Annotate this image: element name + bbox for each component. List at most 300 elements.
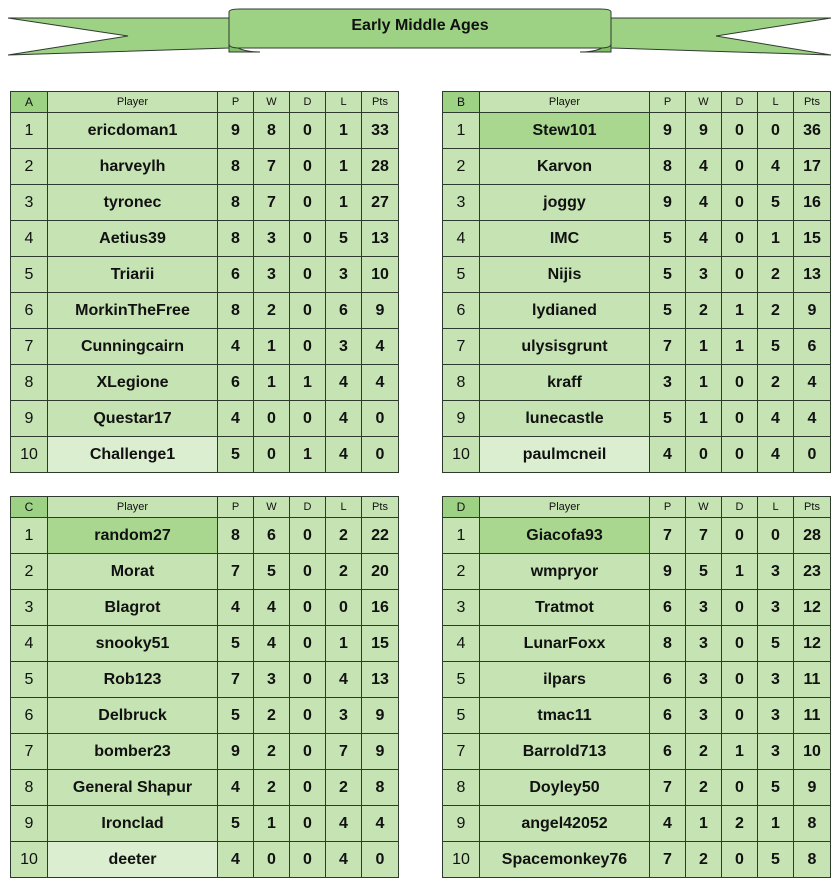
won-column-header: W	[254, 497, 290, 518]
rank-cell: 8	[443, 365, 480, 401]
table-row	[443, 662, 831, 698]
points-cell: 0	[794, 437, 831, 473]
player-name-cell: IMC	[480, 221, 650, 257]
lost-cell: 6	[326, 293, 362, 329]
rank-cell: 5	[11, 662, 48, 698]
points-cell: 6	[794, 329, 831, 365]
header-row	[11, 92, 399, 113]
played-cell: 4	[650, 437, 686, 473]
lost-column-header: L	[758, 92, 794, 113]
won-cell: 0	[254, 401, 290, 437]
lost-cell: 4	[326, 662, 362, 698]
lost-cell: 4	[758, 437, 794, 473]
lost-cell: 3	[326, 257, 362, 293]
header-row	[11, 497, 399, 518]
table-row	[11, 437, 399, 473]
table-row	[11, 626, 399, 662]
title-banner	[0, 0, 839, 64]
points-cell: 13	[362, 221, 399, 257]
lost-cell: 1	[758, 806, 794, 842]
lost-cell: 4	[326, 365, 362, 401]
won-cell: 1	[686, 401, 722, 437]
points-cell: 8	[794, 842, 831, 878]
drawn-cell: 1	[722, 734, 758, 770]
drawn-column-header: D	[722, 92, 758, 113]
table-row	[443, 770, 831, 806]
player-name-cell: Aetius39	[48, 221, 218, 257]
table-row	[443, 113, 831, 149]
points-cell: 11	[794, 698, 831, 734]
player-name-cell: Stew101	[480, 113, 650, 149]
won-cell: 2	[254, 293, 290, 329]
group-letter: C	[11, 497, 48, 518]
drawn-cell: 1	[290, 365, 326, 401]
drawn-cell: 0	[290, 806, 326, 842]
played-column-header: P	[218, 92, 254, 113]
won-cell: 1	[686, 329, 722, 365]
played-column-header: P	[650, 92, 686, 113]
lost-column-header: L	[758, 497, 794, 518]
table-row	[443, 554, 831, 590]
won-cell: 6	[254, 518, 290, 554]
table-row	[11, 185, 399, 221]
drawn-column-header: D	[290, 497, 326, 518]
table-row	[443, 149, 831, 185]
rank-cell: 2	[443, 149, 480, 185]
played-cell: 7	[218, 662, 254, 698]
played-cell: 8	[650, 149, 686, 185]
rank-cell: 7	[443, 329, 480, 365]
points-cell: 10	[794, 734, 831, 770]
table-row	[11, 149, 399, 185]
drawn-cell: 0	[290, 734, 326, 770]
played-cell: 9	[650, 185, 686, 221]
points-column-header: Pts	[362, 92, 399, 113]
played-cell: 9	[650, 554, 686, 590]
played-cell: 7	[650, 842, 686, 878]
won-cell: 3	[254, 662, 290, 698]
table-row	[443, 401, 831, 437]
player-name-cell: deeter	[48, 842, 218, 878]
points-cell: 0	[362, 401, 399, 437]
played-cell: 5	[218, 806, 254, 842]
points-cell: 0	[362, 437, 399, 473]
drawn-cell: 0	[290, 842, 326, 878]
points-cell: 12	[794, 590, 831, 626]
table-row	[443, 806, 831, 842]
rank-cell: 8	[443, 770, 480, 806]
rank-cell: 3	[11, 590, 48, 626]
drawn-cell: 0	[722, 113, 758, 149]
played-cell: 8	[650, 626, 686, 662]
player-name-cell: Ironclad	[48, 806, 218, 842]
lost-cell: 1	[326, 113, 362, 149]
rank-cell: 5	[11, 257, 48, 293]
drawn-column-header: D	[290, 92, 326, 113]
drawn-cell: 1	[722, 293, 758, 329]
rank-cell: 1	[11, 518, 48, 554]
drawn-cell: 1	[290, 437, 326, 473]
drawn-cell: 0	[290, 113, 326, 149]
player-name-cell: Nijis	[480, 257, 650, 293]
rank-cell: 6	[11, 698, 48, 734]
drawn-cell: 0	[290, 401, 326, 437]
lost-cell: 5	[758, 185, 794, 221]
points-cell: 10	[362, 257, 399, 293]
group-letter: B	[443, 92, 480, 113]
points-cell: 28	[362, 149, 399, 185]
won-column-header: W	[254, 92, 290, 113]
lost-column-header: L	[326, 92, 362, 113]
won-cell: 0	[254, 437, 290, 473]
lost-cell: 3	[758, 554, 794, 590]
won-column-header: W	[686, 92, 722, 113]
played-cell: 5	[650, 401, 686, 437]
drawn-cell: 0	[722, 401, 758, 437]
points-cell: 13	[794, 257, 831, 293]
won-cell: 4	[254, 590, 290, 626]
rank-cell: 2	[11, 149, 48, 185]
rank-cell: 7	[443, 734, 480, 770]
points-cell: 9	[794, 770, 831, 806]
drawn-cell: 0	[722, 518, 758, 554]
lost-cell: 4	[326, 437, 362, 473]
lost-cell: 2	[758, 257, 794, 293]
points-column-header: Pts	[794, 497, 831, 518]
lost-cell: 3	[758, 698, 794, 734]
table-row	[11, 365, 399, 401]
rank-cell: 9	[11, 806, 48, 842]
lost-cell: 5	[326, 221, 362, 257]
rank-cell: 5	[443, 698, 480, 734]
table-row	[11, 842, 399, 878]
played-cell: 5	[650, 257, 686, 293]
won-cell: 0	[254, 842, 290, 878]
points-cell: 27	[362, 185, 399, 221]
lost-cell: 5	[758, 626, 794, 662]
won-cell: 0	[686, 437, 722, 473]
points-cell: 4	[362, 329, 399, 365]
group-table-c	[10, 496, 399, 878]
played-cell: 6	[650, 590, 686, 626]
table-row	[443, 626, 831, 662]
table-row	[443, 734, 831, 770]
won-cell: 3	[686, 698, 722, 734]
played-cell: 9	[218, 113, 254, 149]
table-row	[11, 662, 399, 698]
table-row	[443, 257, 831, 293]
table-row	[443, 365, 831, 401]
lost-cell: 1	[326, 149, 362, 185]
played-cell: 8	[218, 221, 254, 257]
drawn-cell: 0	[290, 221, 326, 257]
drawn-cell: 0	[290, 698, 326, 734]
player-name-cell: Giacofa93	[480, 518, 650, 554]
drawn-cell: 0	[722, 185, 758, 221]
player-name-cell: lydianed	[480, 293, 650, 329]
won-cell: 4	[686, 185, 722, 221]
player-name-cell: Cunningcairn	[48, 329, 218, 365]
drawn-cell: 0	[290, 257, 326, 293]
won-cell: 5	[254, 554, 290, 590]
played-cell: 7	[650, 770, 686, 806]
played-cell: 4	[218, 329, 254, 365]
played-cell: 6	[650, 734, 686, 770]
points-cell: 17	[794, 149, 831, 185]
played-cell: 5	[650, 293, 686, 329]
lost-cell: 4	[758, 401, 794, 437]
played-cell: 6	[650, 698, 686, 734]
played-cell: 6	[218, 365, 254, 401]
rank-cell: 10	[443, 842, 480, 878]
drawn-cell: 0	[290, 293, 326, 329]
played-cell: 4	[650, 806, 686, 842]
drawn-cell: 0	[722, 590, 758, 626]
drawn-cell: 0	[722, 221, 758, 257]
points-cell: 4	[362, 806, 399, 842]
won-cell: 1	[686, 806, 722, 842]
points-cell: 12	[794, 626, 831, 662]
won-cell: 1	[254, 365, 290, 401]
player-name-cell: LunarFoxx	[480, 626, 650, 662]
header-row	[443, 92, 831, 113]
table-row	[443, 185, 831, 221]
player-name-cell: Rob123	[48, 662, 218, 698]
lost-cell: 2	[326, 770, 362, 806]
drawn-cell: 1	[722, 329, 758, 365]
points-cell: 13	[362, 662, 399, 698]
points-cell: 9	[362, 734, 399, 770]
played-cell: 6	[650, 662, 686, 698]
drawn-cell: 0	[290, 554, 326, 590]
won-cell: 3	[686, 590, 722, 626]
drawn-cell: 0	[722, 149, 758, 185]
table-row	[11, 257, 399, 293]
rank-cell: 2	[443, 554, 480, 590]
group-letter: D	[443, 497, 480, 518]
lost-cell: 4	[326, 401, 362, 437]
player-name-cell: kraff	[480, 365, 650, 401]
rank-cell: 9	[443, 806, 480, 842]
won-cell: 1	[254, 329, 290, 365]
points-cell: 33	[362, 113, 399, 149]
played-cell: 4	[218, 770, 254, 806]
table-row	[11, 770, 399, 806]
points-cell: 16	[362, 590, 399, 626]
rank-cell: 7	[11, 329, 48, 365]
drawn-cell: 0	[290, 590, 326, 626]
won-cell: 2	[686, 842, 722, 878]
rank-cell: 4	[443, 221, 480, 257]
won-cell: 3	[686, 257, 722, 293]
won-cell: 2	[254, 734, 290, 770]
player-name-cell: Barrold713	[480, 734, 650, 770]
played-cell: 4	[218, 842, 254, 878]
points-cell: 0	[362, 842, 399, 878]
player-name-cell: ilpars	[480, 662, 650, 698]
player-name-cell: Karvon	[480, 149, 650, 185]
played-cell: 5	[218, 626, 254, 662]
lost-cell: 3	[758, 734, 794, 770]
played-cell: 7	[218, 554, 254, 590]
played-column-header: P	[650, 497, 686, 518]
rank-cell: 6	[443, 293, 480, 329]
played-cell: 5	[218, 698, 254, 734]
won-cell: 3	[254, 257, 290, 293]
lost-cell: 3	[326, 698, 362, 734]
won-cell: 8	[254, 113, 290, 149]
won-cell: 9	[686, 113, 722, 149]
won-cell: 7	[254, 185, 290, 221]
player-name-cell: lunecastle	[480, 401, 650, 437]
lost-cell: 1	[326, 626, 362, 662]
rank-cell: 7	[11, 734, 48, 770]
rank-cell: 10	[11, 842, 48, 878]
played-cell: 3	[650, 365, 686, 401]
won-cell: 2	[254, 698, 290, 734]
player-column-header: Player	[480, 497, 650, 518]
page-title: Early Middle Ages	[351, 17, 489, 34]
drawn-cell: 0	[290, 185, 326, 221]
lost-cell: 5	[758, 842, 794, 878]
table-row	[11, 734, 399, 770]
player-name-cell: ericdoman1	[48, 113, 218, 149]
drawn-cell: 0	[722, 257, 758, 293]
rank-cell: 3	[443, 185, 480, 221]
table-row	[11, 293, 399, 329]
table-row	[443, 221, 831, 257]
points-cell: 9	[362, 293, 399, 329]
player-name-cell: tmac11	[480, 698, 650, 734]
table-row	[11, 806, 399, 842]
won-cell: 2	[686, 770, 722, 806]
drawn-cell: 0	[290, 626, 326, 662]
player-name-cell: MorkinTheFree	[48, 293, 218, 329]
points-cell: 9	[794, 293, 831, 329]
points-cell: 23	[794, 554, 831, 590]
lost-cell: 3	[758, 590, 794, 626]
points-cell: 15	[794, 221, 831, 257]
player-name-cell: snooky51	[48, 626, 218, 662]
lost-cell: 0	[758, 113, 794, 149]
player-column-header: Player	[480, 92, 650, 113]
group-table-b	[442, 91, 831, 473]
lost-cell: 5	[758, 329, 794, 365]
player-name-cell: joggy	[480, 185, 650, 221]
drawn-cell: 0	[722, 770, 758, 806]
drawn-cell: 0	[290, 770, 326, 806]
table-row	[11, 401, 399, 437]
table-row	[443, 329, 831, 365]
won-cell: 3	[254, 221, 290, 257]
lost-cell: 2	[758, 365, 794, 401]
drawn-cell: 0	[290, 329, 326, 365]
played-cell: 9	[650, 113, 686, 149]
points-cell: 11	[794, 662, 831, 698]
drawn-cell: 0	[290, 518, 326, 554]
points-cell: 4	[794, 401, 831, 437]
points-column-header: Pts	[794, 92, 831, 113]
player-name-cell: Challenge1	[48, 437, 218, 473]
player-name-cell: ulysisgrunt	[480, 329, 650, 365]
lost-cell: 3	[326, 329, 362, 365]
rank-cell: 3	[11, 185, 48, 221]
rank-cell: 9	[11, 401, 48, 437]
played-cell: 8	[218, 518, 254, 554]
table-row	[11, 329, 399, 365]
group-table-a	[10, 91, 399, 473]
table-row	[443, 698, 831, 734]
rank-cell: 6	[11, 293, 48, 329]
points-cell: 16	[794, 185, 831, 221]
header-row	[443, 497, 831, 518]
lost-cell: 3	[758, 662, 794, 698]
player-column-header: Player	[48, 497, 218, 518]
played-cell: 5	[218, 437, 254, 473]
lost-cell: 2	[326, 518, 362, 554]
played-cell: 9	[218, 734, 254, 770]
table-row	[443, 293, 831, 329]
lost-cell: 2	[758, 293, 794, 329]
lost-cell: 5	[758, 770, 794, 806]
rank-cell: 9	[443, 401, 480, 437]
table-row	[443, 590, 831, 626]
rank-cell: 1	[443, 518, 480, 554]
played-column-header: P	[218, 497, 254, 518]
drawn-cell: 0	[290, 149, 326, 185]
rank-cell: 3	[443, 590, 480, 626]
drawn-cell: 2	[722, 806, 758, 842]
rank-cell: 1	[443, 113, 480, 149]
drawn-cell: 1	[722, 554, 758, 590]
rank-cell: 10	[443, 437, 480, 473]
played-cell: 7	[650, 329, 686, 365]
player-name-cell: bomber23	[48, 734, 218, 770]
player-name-cell: Questar17	[48, 401, 218, 437]
player-name-cell: Tratmot	[480, 590, 650, 626]
rank-cell: 8	[11, 770, 48, 806]
player-name-cell: Triarii	[48, 257, 218, 293]
player-name-cell: wmpryor	[480, 554, 650, 590]
rank-cell: 4	[443, 626, 480, 662]
won-cell: 4	[254, 626, 290, 662]
player-name-cell: Morat	[48, 554, 218, 590]
won-cell: 5	[686, 554, 722, 590]
table-row	[11, 518, 399, 554]
lost-cell: 4	[326, 806, 362, 842]
won-cell: 4	[686, 221, 722, 257]
won-cell: 7	[254, 149, 290, 185]
points-column-header: Pts	[362, 497, 399, 518]
played-cell: 5	[650, 221, 686, 257]
points-cell: 4	[362, 365, 399, 401]
player-name-cell: Delbruck	[48, 698, 218, 734]
lost-cell: 1	[758, 221, 794, 257]
drawn-cell: 0	[290, 662, 326, 698]
points-cell: 8	[794, 806, 831, 842]
player-name-cell: Blagrot	[48, 590, 218, 626]
points-cell: 4	[794, 365, 831, 401]
points-cell: 28	[794, 518, 831, 554]
rank-cell: 1	[11, 113, 48, 149]
points-cell: 9	[362, 698, 399, 734]
played-cell: 7	[650, 518, 686, 554]
lost-column-header: L	[326, 497, 362, 518]
lost-cell: 7	[326, 734, 362, 770]
table-row	[11, 590, 399, 626]
table-row	[11, 554, 399, 590]
table-row	[443, 437, 831, 473]
